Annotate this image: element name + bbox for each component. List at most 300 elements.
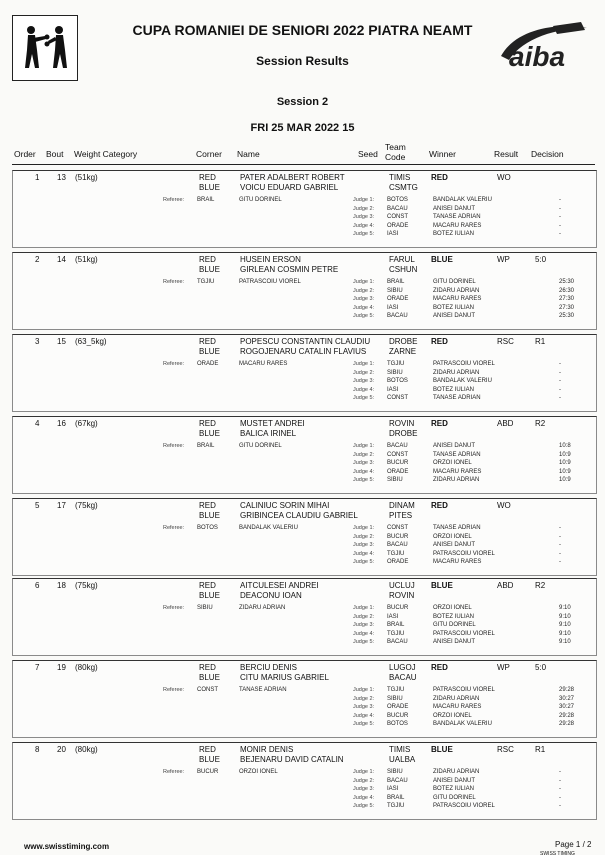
judge-code: SIBIU [387, 369, 403, 376]
judge-score: - [559, 214, 561, 221]
judge-score: 27:30 [559, 304, 575, 311]
judge-code: IASI [387, 386, 399, 393]
judge-code: BACAU [387, 205, 408, 212]
judge-score: - [559, 395, 561, 402]
judge-code: ORADE [387, 468, 409, 475]
judge-score: - [559, 559, 561, 566]
judge-code: TGJIU [387, 361, 405, 367]
corner-blue: BLUE [199, 673, 220, 682]
judge-score: 9:10 [559, 622, 571, 629]
referee-code: ORADE [197, 361, 219, 367]
referee-code: BUCUR [197, 769, 219, 775]
judge-code: BACAU [387, 542, 408, 549]
judge-code: SIBIU [387, 287, 403, 294]
judge-name: GITU DORINEL [433, 622, 476, 629]
winner: RED [431, 337, 448, 346]
judge-label: Judge 2: [353, 369, 375, 376]
bout-order: 3 [35, 337, 40, 346]
result: RSC [497, 337, 514, 346]
judge-name: ANISEI DANUT [433, 777, 476, 784]
judge-score: - [559, 550, 561, 557]
corner-red: RED [199, 419, 216, 428]
judge-score: 10:9 [559, 468, 571, 475]
bout-block [12, 660, 597, 738]
blue-boxer-name: DEACONU IOAN [240, 591, 302, 600]
weight-category: (75kg) [75, 581, 98, 590]
red-boxer-name: CALINIUC SORIN MIHAI [240, 501, 330, 510]
judge-score: - [559, 525, 561, 531]
judge-code: BACAU [387, 443, 408, 449]
bout-number: 14 [57, 255, 66, 264]
judge-name: ZIDARU ADRIAN [433, 369, 480, 376]
judge-name: ORZOI IONEL [433, 533, 472, 540]
result: WP [497, 663, 510, 672]
blue-team-code: ZARNE [389, 347, 417, 356]
judge-code: ORADE [387, 704, 409, 711]
referee-name: PATRASCOIU VIOREL [239, 279, 301, 285]
red-boxer-name: MONIR DENIS [240, 745, 294, 754]
blue-boxer-name: CITU MARIUS GABRIEL [240, 673, 329, 682]
judge-label: Judge 2: [353, 533, 375, 540]
judge-name: PATRASCOIU VIOREL [433, 687, 495, 693]
judge-label: Judge 5: [353, 559, 375, 566]
referee-name: ZIDARU ADRIAN [239, 605, 286, 611]
judge-code: IASI [387, 231, 399, 238]
judge-label: Judge 5: [353, 477, 375, 484]
judge-code: TGJIU [387, 550, 405, 557]
judge-name: BOTEZ IULIAN [433, 231, 475, 238]
judge-label: Judge 4: [353, 550, 375, 557]
judge-label: Judge 1: [353, 605, 375, 611]
blue-team-code: CSHUN [389, 265, 418, 274]
result: ABD [497, 581, 514, 590]
judge-score: 10:9 [559, 451, 571, 458]
judge-name: ZIDARU ADRIAN [433, 769, 480, 775]
decision: R2 [535, 581, 546, 590]
decision: 5:0 [535, 255, 547, 264]
red-team-code: DROBE [389, 337, 418, 346]
footer-page: Page 1 / 2 [555, 840, 592, 849]
bout-number: 15 [57, 337, 66, 346]
judge-name: ZIDARU ADRIAN [433, 477, 480, 484]
judge-name: ANISEI DANUT [433, 313, 476, 320]
judge-code: BRAIL [387, 622, 405, 629]
referee-label: Referee: [163, 443, 185, 449]
red-boxer-name: PATER ADALBERT ROBERT [240, 173, 345, 182]
judge-score: 29:28 [559, 687, 575, 693]
judge-code: BACAU [387, 777, 408, 784]
judge-score: - [559, 769, 561, 775]
session-date: FRI 25 MAR 2022 15 [250, 122, 355, 134]
judge-name: ANISEI DANUT [433, 542, 476, 549]
corner-red: RED [199, 337, 216, 346]
judge-score: - [559, 803, 561, 810]
judge-code: BUCUR [387, 605, 409, 611]
judge-name: ANISEI DANUT [433, 639, 476, 646]
judge-name: TANASE ADRIAN [433, 525, 481, 531]
judge-name: MACARU RARES [433, 559, 482, 566]
referee-label: Referee: [163, 687, 185, 693]
judge-name: TANASE ADRIAN [433, 451, 481, 458]
red-team-code: DINAM [389, 501, 415, 510]
judge-code: TGJIU [387, 687, 405, 693]
referee-name: ORZOI IONEL [239, 769, 278, 775]
bout-block [12, 498, 597, 576]
judge-name: ORZOI IONEL [433, 712, 472, 719]
judge-name: PATRASCOIU VIOREL [433, 630, 495, 637]
judge-score: 27:30 [559, 296, 575, 303]
referee-label: Referee: [163, 605, 185, 611]
judge-name: BOTEZ IULIAN [433, 786, 475, 793]
referee-name: MACARU RARES [239, 361, 288, 367]
judge-label: Judge 5: [353, 231, 375, 238]
judge-label: Judge 3: [353, 704, 375, 711]
judge-name: BOTEZ IULIAN [433, 304, 475, 311]
bout-block [12, 578, 597, 656]
judge-code: CONST [387, 214, 408, 221]
red-team-code: LUGOJ [389, 663, 416, 672]
red-boxer-name: HUSEIN ERSON [240, 255, 301, 264]
document-title: CUPA ROMANIEI DE SENIORI 2022 PIATRA NEAMT [132, 22, 473, 38]
referee-label: Referee: [163, 769, 185, 775]
bout-number: 13 [57, 173, 66, 182]
blue-boxer-name: ROGOJENARU CATALIN FLAVIUS [240, 347, 367, 356]
judge-name: MACARU RARES [433, 704, 482, 711]
weight-category: (51kg) [75, 173, 98, 182]
judge-code: BOTOS [387, 378, 408, 385]
judge-score: 26:30 [559, 287, 575, 294]
judge-name: GITU DORINEL [433, 794, 476, 801]
judge-score: 9:10 [559, 639, 571, 646]
blue-team-code: CSMTG [389, 183, 418, 192]
col-weight: Weight Category [74, 149, 138, 159]
referee-label: Referee: [163, 279, 185, 285]
bout-block [12, 170, 597, 248]
col-decision: Decision [531, 149, 564, 159]
judge-name: MACARU RARES [433, 468, 482, 475]
weight-category: (75kg) [75, 501, 98, 510]
judge-label: Judge 5: [353, 395, 375, 402]
judge-score: 9:10 [559, 605, 571, 611]
judge-code: SIBIU [387, 695, 403, 702]
bout-order: 5 [35, 501, 40, 510]
corner-blue: BLUE [199, 347, 220, 356]
judge-label: Judge 3: [353, 378, 375, 385]
judge-label: Judge 4: [353, 794, 375, 801]
blue-team-code: ROVIN [389, 591, 415, 600]
blue-team-code: UALBA [389, 755, 416, 764]
bout-order: 8 [35, 745, 40, 754]
judge-label: Judge 1: [353, 197, 375, 203]
judge-name: ANISEI DANUT [433, 443, 476, 449]
judge-name: GITU DORINEL [433, 279, 476, 285]
judge-name: ORZOI IONEL [433, 460, 472, 467]
red-team-code: TIMIS [389, 745, 411, 754]
judge-code: BACAU [387, 313, 408, 320]
referee-code: BRAIL [197, 197, 215, 203]
weight-category: (63_5kg) [75, 337, 107, 346]
weight-category: (67kg) [75, 419, 98, 428]
judge-score: - [559, 777, 561, 784]
judge-code: CONST [387, 395, 408, 402]
bout-order: 6 [35, 581, 40, 590]
judge-score: - [559, 222, 561, 229]
judge-label: Judge 2: [353, 451, 375, 458]
judge-score: - [559, 794, 561, 801]
result: ABD [497, 419, 514, 428]
referee-code: TGJIU [197, 279, 215, 285]
corner-blue: BLUE [199, 183, 220, 192]
referee-label: Referee: [163, 197, 185, 203]
winner: RED [431, 663, 448, 672]
winner: RED [431, 173, 448, 182]
referee-code: BRAIL [197, 443, 215, 449]
bout-order: 1 [35, 173, 40, 182]
judge-score: - [559, 231, 561, 238]
judge-name: ORZOI IONEL [433, 605, 472, 611]
judge-score: 10:9 [559, 477, 571, 484]
corner-blue: BLUE [199, 591, 220, 600]
judge-code: BUCUR [387, 533, 409, 540]
red-boxer-name: BERCIU DENIS [240, 663, 297, 672]
corner-red: RED [199, 255, 216, 264]
corner-blue: BLUE [199, 429, 220, 438]
col-order: Order [14, 149, 36, 159]
red-team-code: FARUL [389, 255, 415, 264]
judge-score: - [559, 786, 561, 793]
col-name: Name [237, 149, 260, 159]
judge-code: SIBIU [387, 477, 403, 484]
referee-name: TANASE ADRIAN [239, 687, 287, 693]
judge-score: - [559, 533, 561, 540]
blue-boxer-name: GRIBINCEA CLAUDIU GABRIEL [240, 511, 358, 520]
judge-label: Judge 4: [353, 304, 375, 311]
red-team-code: UCLUJ [389, 581, 415, 590]
referee-code: CONST [197, 687, 218, 693]
corner-red: RED [199, 663, 216, 672]
blue-boxer-name: VOICU EDUARD GABRIEL [240, 183, 339, 192]
judge-score: 29:28 [559, 712, 575, 719]
judge-label: Judge 3: [353, 214, 375, 221]
decision: R1 [535, 337, 546, 346]
judge-name: ANISEI DANUT [433, 205, 476, 212]
column-header-row [12, 142, 595, 165]
decision: 5:0 [535, 663, 547, 672]
winner: BLUE [431, 581, 453, 590]
result: WO [497, 501, 511, 510]
blue-boxer-name: BALICA IRINEL [240, 429, 297, 438]
judge-label: Judge 3: [353, 296, 375, 303]
bout-block [12, 334, 597, 412]
judge-name: BOTEZ IULIAN [433, 613, 475, 620]
judge-code: BRAIL [387, 279, 405, 285]
judge-score: - [559, 378, 561, 385]
judge-label: Judge 2: [353, 695, 375, 702]
red-boxer-name: POPESCU CONSTANTIN CLAUDIU [240, 337, 371, 346]
judge-label: Judge 2: [353, 613, 375, 620]
judge-label: Judge 1: [353, 769, 375, 775]
judge-score: 25:30 [559, 279, 575, 285]
judge-label: Judge 5: [353, 721, 375, 728]
judge-label: Judge 4: [353, 386, 375, 393]
weight-category: (80kg) [75, 745, 98, 754]
judge-score: 25:30 [559, 313, 575, 320]
referee-code: BOTOS [197, 525, 218, 531]
judge-label: Judge 1: [353, 525, 375, 531]
judge-score: - [559, 361, 561, 367]
judge-label: Judge 5: [353, 313, 375, 320]
judge-code: IASI [387, 786, 399, 793]
bout-order: 4 [35, 419, 40, 428]
bout-number: 20 [57, 745, 66, 754]
decision: R2 [535, 419, 546, 428]
judge-score: - [559, 205, 561, 212]
bout-order: 2 [35, 255, 40, 264]
judge-score: - [559, 386, 561, 393]
blue-team-code: DROBE [389, 429, 418, 438]
blue-boxer-name: GIRLEAN COSMIN PETRE [240, 265, 339, 274]
winner: BLUE [431, 255, 453, 264]
judge-score: 9:10 [559, 613, 571, 620]
footer-brand: SWISS TIMING [540, 851, 575, 857]
judge-code: CONST [387, 451, 408, 458]
document-subtitle: Session Results [256, 54, 349, 68]
red-team-code: TIMIS [389, 173, 411, 182]
red-boxer-name: AITCULESEI ANDREI [240, 581, 319, 590]
col-corner: Corner [196, 149, 222, 159]
judge-name: BOTEZ IULIAN [433, 386, 475, 393]
referee-label: Referee: [163, 361, 185, 367]
judge-code: IASI [387, 304, 399, 311]
judge-label: Judge 4: [353, 630, 375, 637]
result: RSC [497, 745, 514, 754]
judge-code: SIBIU [387, 769, 403, 775]
col-seed: Seed [358, 149, 378, 159]
col-winner: Winner [429, 149, 456, 159]
judge-name: ZIDARU ADRIAN [433, 695, 480, 702]
judge-name: MACARU RARES [433, 296, 482, 303]
judge-label: Judge 5: [353, 639, 375, 646]
referee-name: GITU DORINEL [239, 443, 282, 449]
judge-name: TANASE ADRIAN [433, 395, 481, 402]
judge-name: BANDALAK VALERIU [433, 197, 492, 203]
corner-blue: BLUE [199, 755, 220, 764]
judge-code: ORADE [387, 296, 409, 303]
col-team-l1: Team [385, 142, 406, 152]
winner: BLUE [431, 745, 453, 754]
judge-label: Judge 4: [353, 468, 375, 475]
judge-name: TANASE ADRIAN [433, 214, 481, 221]
judge-code: ORADE [387, 222, 409, 229]
result: WO [497, 173, 511, 182]
col-result: Result [494, 149, 519, 159]
judge-label: Judge 3: [353, 542, 375, 549]
judge-score: 10:9 [559, 460, 571, 467]
col-team-l2: Code [385, 152, 406, 162]
judge-code: IASI [387, 613, 399, 620]
referee-name: GITU DORINEL [239, 197, 282, 203]
judge-label: Judge 1: [353, 279, 375, 285]
corner-blue: BLUE [199, 265, 220, 274]
weight-category: (51kg) [75, 255, 98, 264]
judge-code: BOTOS [387, 721, 408, 728]
judge-score: 10:8 [559, 443, 571, 449]
judge-name: BANDALAK VALERIU [433, 378, 492, 385]
corner-red: RED [199, 173, 216, 182]
judge-code: BRAIL [387, 794, 405, 801]
judge-label: Judge 3: [353, 460, 375, 467]
bout-number: 18 [57, 581, 66, 590]
judge-code: BACAU [387, 639, 408, 646]
bout-number: 19 [57, 663, 66, 672]
judge-label: Judge 2: [353, 287, 375, 294]
red-boxer-name: MUSTET ANDREI [240, 419, 305, 428]
bout-number: 16 [57, 419, 66, 428]
corner-red: RED [199, 581, 216, 590]
blue-team-code: PITES [389, 511, 413, 520]
judge-label: Judge 5: [353, 803, 375, 810]
bout-number: 17 [57, 501, 66, 510]
judge-name: PATRASCOIU VIOREL [433, 361, 495, 367]
judge-code: BUCUR [387, 460, 409, 467]
referee-code: SIBIU [197, 605, 213, 611]
judge-label: Judge 2: [353, 777, 375, 784]
judge-score: - [559, 197, 561, 203]
red-team-code: ROVIN [389, 419, 415, 428]
corner-blue: BLUE [199, 511, 220, 520]
judge-label: Judge 2: [353, 205, 375, 212]
judge-name: BANDALAK VALERIU [433, 721, 492, 728]
judge-score: 30:27 [559, 695, 575, 702]
judge-score: 9:10 [559, 630, 571, 637]
judge-code: TGJIU [387, 803, 405, 810]
judge-code: TGJIU [387, 630, 405, 637]
judge-label: Judge 3: [353, 622, 375, 629]
winner: RED [431, 419, 448, 428]
referee-label: Referee: [163, 525, 185, 531]
judge-name: MACARU RARES [433, 222, 482, 229]
bout-block [12, 742, 597, 820]
aiba-logo-text: aiba [509, 41, 566, 72]
judge-label: Judge 3: [353, 786, 375, 793]
col-bout: Bout [46, 149, 64, 159]
judge-code: BUCUR [387, 712, 409, 719]
blue-team-code: BACAU [389, 673, 417, 682]
judge-label: Judge 1: [353, 687, 375, 693]
weight-category: (80kg) [75, 663, 98, 672]
bout-block [12, 252, 597, 330]
judge-score: - [559, 369, 561, 376]
judge-label: Judge 4: [353, 222, 375, 229]
judge-score: 30:27 [559, 704, 575, 711]
judge-code: CONST [387, 525, 408, 531]
referee-name: BANDALAK VALERIU [239, 525, 298, 531]
judge-label: Judge 1: [353, 443, 375, 449]
winner: RED [431, 501, 448, 510]
judge-name: PATRASCOIU VIOREL [433, 803, 495, 810]
bout-order: 7 [35, 663, 40, 672]
footer-url: www.swisstiming.com [24, 842, 110, 851]
judge-score: - [559, 542, 561, 549]
result: WP [497, 255, 510, 264]
bout-block [12, 416, 597, 494]
judge-score: 29:28 [559, 721, 575, 728]
corner-red: RED [199, 745, 216, 754]
judge-name: ZIDARU ADRIAN [433, 287, 480, 294]
judge-label: Judge 4: [353, 712, 375, 719]
decision: R1 [535, 745, 546, 754]
blue-boxer-name: BEJENARU DAVID CATALIN [240, 755, 344, 764]
